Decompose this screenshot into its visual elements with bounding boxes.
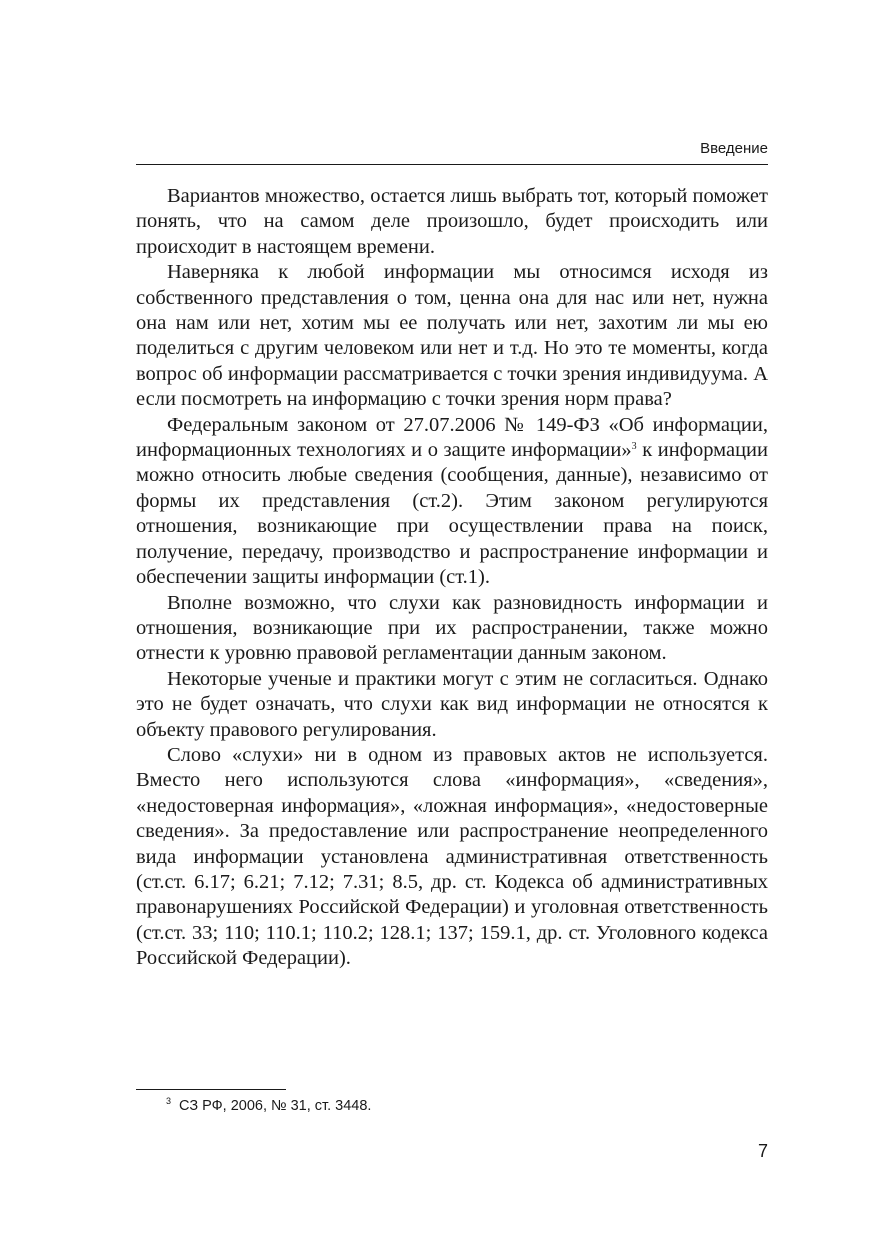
paragraph-3-text-before-ref: Федеральным законом от 27.07.2006 № 149-ФЗ «Об информации, информационных технологиях и о защите информации» xyxy=(136,413,768,462)
header-rule xyxy=(136,164,768,165)
paragraph-1: Вариантов множество, остается лишь выбрать тот, который поможет понять, что на самом деле произошло, будет происходить или происходит в настоящем времени. xyxy=(136,185,768,258)
paragraph-4: Вполне возможно, что слухи как разновидность информации и отношения, возникающие при их распространении, также можно отнести к уровню правовой регламентации данным законом. xyxy=(136,591,768,665)
paragraph-3-text-after-ref: к информации можно относить любые сведения (сообщения, данные), независимо от формы их представления (ст.2). Этим законом регулируются отношения, возникающие при осуществлении права на поиск, получение, передачу, производство и распространение информации и обеспечении защиты информации (ст.1). xyxy=(136,439,768,589)
footnote xyxy=(166,1096,371,1116)
page-number: 7 xyxy=(757,1141,768,1161)
paragraph-5: Некоторые ученые и практики могут с этим не согласиться. Однако это не будет означать, что слухи как вид информации не относятся к объекту правового регулирования. xyxy=(136,667,768,741)
paragraph-3 xyxy=(136,413,768,591)
paragraph-6: Слово «слухи» ни в одном из правовых актов не используется. Вместо него используются слова «информация», «сведения», «недостоверная информация», «ложная информация», «недостоверные сведения». За предоставление или распространение неопределенного вида информации установлена административная ответственность (ст.ст. 6.17; 6.21; 7.12; 7.31; 8.5, др. ст. Кодекса об административных правонарушениях Российской Федерации) и уголовная ответственность (ст.ст. 33; 110; 110.1; 110.2; 128.1; 137; 159.1, др. ст. Уголовного кодекса Российской Федерации). xyxy=(136,743,768,970)
footnote-rule xyxy=(136,1089,286,1090)
body-text xyxy=(136,184,768,972)
running-header-title: Введение xyxy=(700,140,768,157)
footnote-mark: 3 xyxy=(166,1096,172,1106)
footnote-reference: 3 xyxy=(631,441,637,453)
footnote-text: СЗ РФ, 2006, № 31, ст. 3448. xyxy=(179,1098,372,1114)
paragraph-2: Наверняка к любой информации мы относимся исходя из собственного представления о том, ценна она для нас или нет, нужна она нам или нет, хотим мы ее получать или нет, захотим ли мы ею поделиться с другим человеком или нет и т.д. Но это те моменты, когда вопрос об информации рассматривается с точки зрения индивидуума. А если посмотреть на информацию с точки зрения норм права? xyxy=(136,261,768,411)
